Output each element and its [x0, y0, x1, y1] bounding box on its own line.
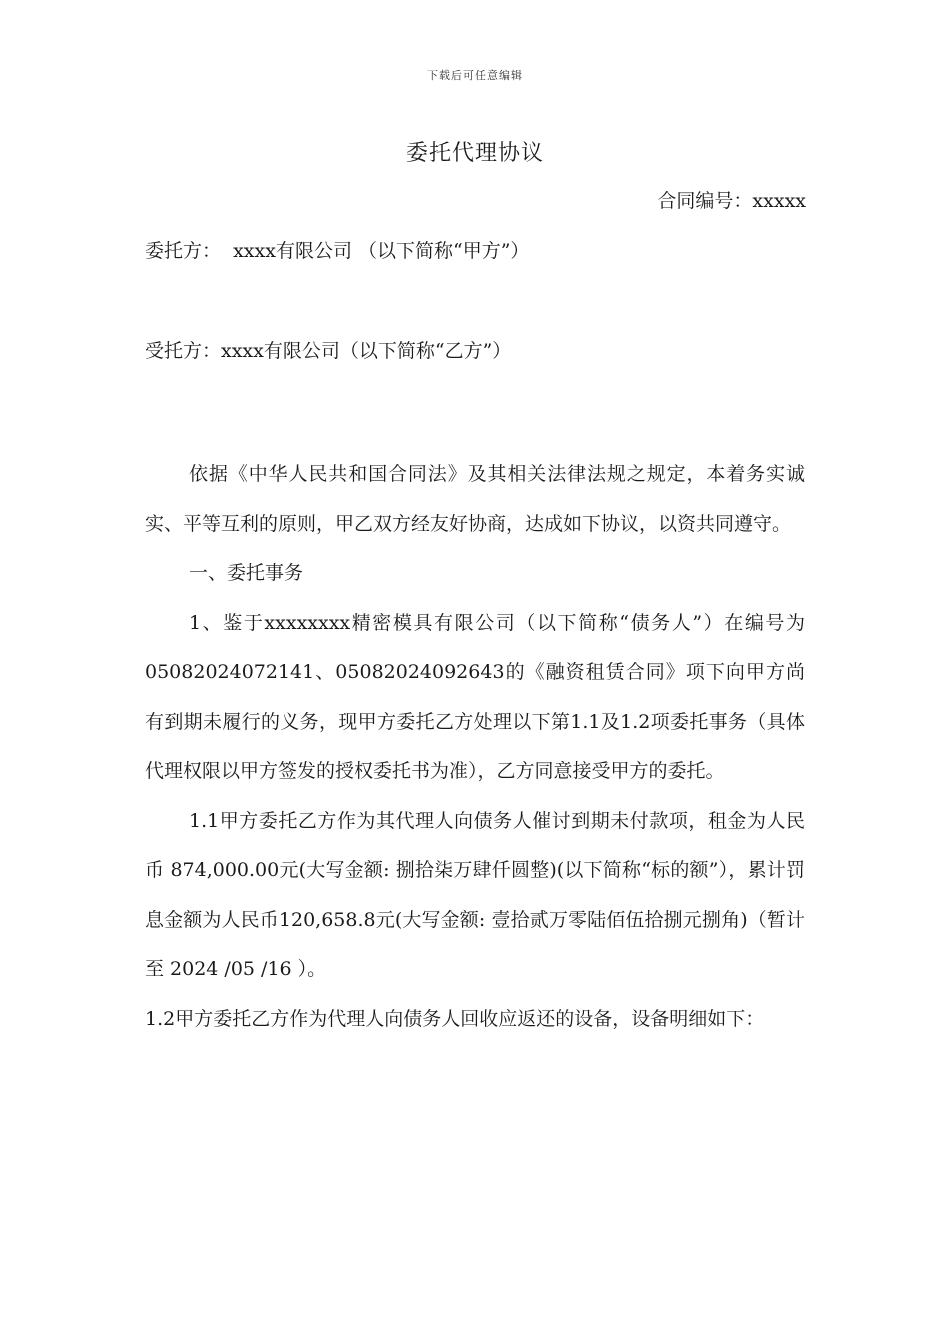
contract-number: 合同编号：xxxxx — [657, 190, 806, 212]
clause-1-paragraph: 1、鉴于xxxxxxxx精密模具有限公司（以下简称“债务人”）在编号为05082024072141、05082024092643的《融资租赁合同》项下向甲方尚有到期未履行的义务，现甲方委托乙方处理以下第1.1及1.2项委托事务（具体代理权限以甲方签发的授权委托书为准），乙方同意接受甲方的委托。 — [145, 611, 805, 782]
header-note: 下载后可任意编辑 — [427, 69, 523, 82]
agreement-body — [145, 450, 805, 1044]
party-b-line: 受托方：xxxx有限公司（以下简称“乙方”） — [145, 340, 512, 362]
document-title: 委托代理协议 — [405, 141, 544, 166]
section-heading: 一、委托事务 — [189, 562, 304, 584]
party-a-line: 委托方： xxxx有限公司 （以下简称“甲方”） — [145, 240, 530, 262]
intro-paragraph: 依据《中华人民共和国合同法》及其相关法律法规之规定，本着务实诚实、平等互利的原则，甲乙双方经友好协商，达成如下协议，以资共同遵守。 — [145, 463, 805, 535]
clause-1-1-paragraph: 1.1甲方委托乙方作为其代理人向债务人催讨到期未付款项，租金为人民币 874,000.00元(大写金额: 捌拾柒万肆仟圆整)(以下简称“标的额”），累计罚息金额为人民币120,658.8元(大写金额: 壹拾贰万零陆佰伍拾捌元捌角)（暂计至 2024 /05 /16 ）。 — [145, 809, 805, 980]
clause-1-2-paragraph: 1.2甲方委托乙方作为代理人向债务人回收应返还的设备，设备明细如下： — [145, 1007, 765, 1030]
